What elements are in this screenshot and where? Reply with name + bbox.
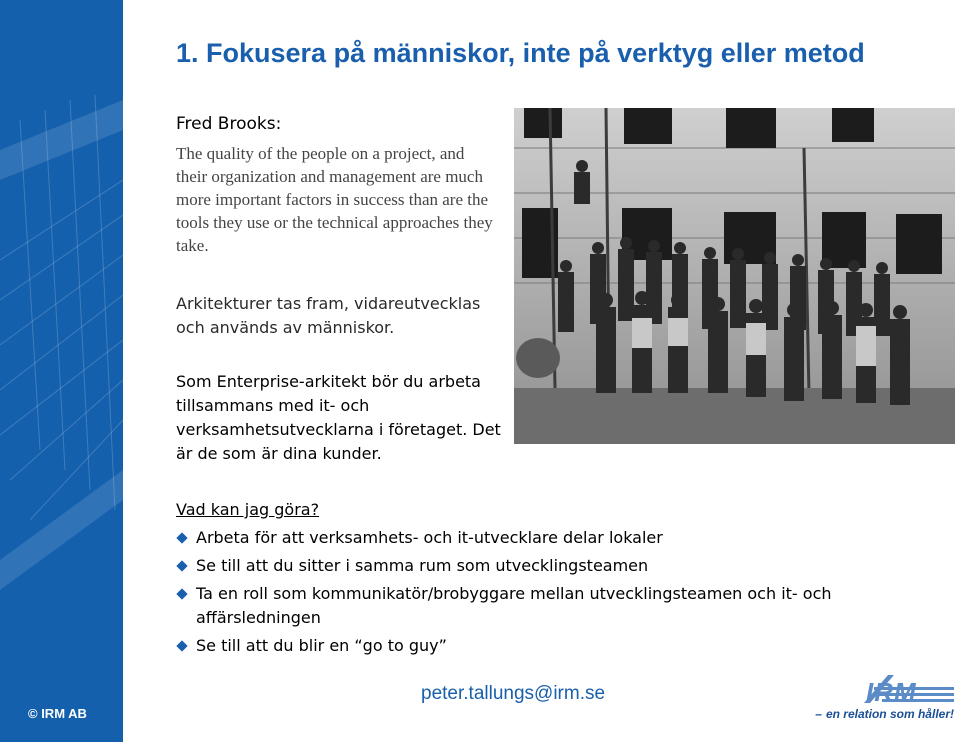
list-item-text: Ta en roll som kommunikatör/brobyggare mellan utvecklingsteamen och it- och affärsledningen bbox=[196, 584, 832, 627]
list-item-text: Se till att du blir en “go to guy” bbox=[196, 636, 447, 655]
tagline bbox=[815, 707, 954, 721]
photo-illustration bbox=[514, 108, 955, 444]
list-item-text: Se till att du sitter i samma rum som utvecklingsteamen bbox=[196, 556, 649, 575]
diamond-bullet-icon bbox=[176, 560, 187, 571]
list-item-text: Arbeta för att verksamhets- och it-utvecklare delar lokaler bbox=[196, 528, 663, 547]
slide-title: 1. Fokusera på människor, inte på verktyg eller metod bbox=[176, 38, 865, 68]
tagline-text: en relation som håller! bbox=[825, 707, 954, 721]
quote-text: The quality of the people on a project, and their organization and management are much more important factors in success than are the tools they use or the technical approaches they take. bbox=[176, 144, 493, 255]
diamond-bullet-icon bbox=[176, 532, 187, 543]
email-link[interactable]: peter.tallungs@irm.se bbox=[421, 683, 606, 704]
paragraph-architecture: Arkitekturer tas fram, vidareutvecklas och används av människor. bbox=[176, 294, 481, 337]
copyright-text: © IRM AB bbox=[28, 706, 87, 721]
list-item bbox=[176, 526, 896, 550]
sidebar-band bbox=[0, 0, 123, 742]
logo-text: IRM bbox=[866, 677, 917, 707]
diamond-bullet-icon bbox=[176, 588, 187, 599]
list-item bbox=[176, 554, 896, 578]
sidebar-decoration bbox=[0, 0, 123, 742]
action-list bbox=[176, 526, 896, 662]
paragraph-enterprise-architect: Som Enterprise-arkitekt bör du arbeta tillsammans med it- och verksamhetsutvecklarna i företaget. Det är de som är dina kunder. bbox=[176, 372, 501, 463]
question-heading: Vad kan jag göra? bbox=[176, 500, 320, 519]
historical-workers-photo bbox=[514, 108, 955, 444]
list-item bbox=[176, 582, 896, 630]
tagline-dash: – bbox=[815, 707, 822, 721]
list-item bbox=[176, 634, 896, 658]
diamond-bullet-icon bbox=[176, 640, 187, 651]
quote-author: Fred Brooks: bbox=[176, 114, 282, 134]
